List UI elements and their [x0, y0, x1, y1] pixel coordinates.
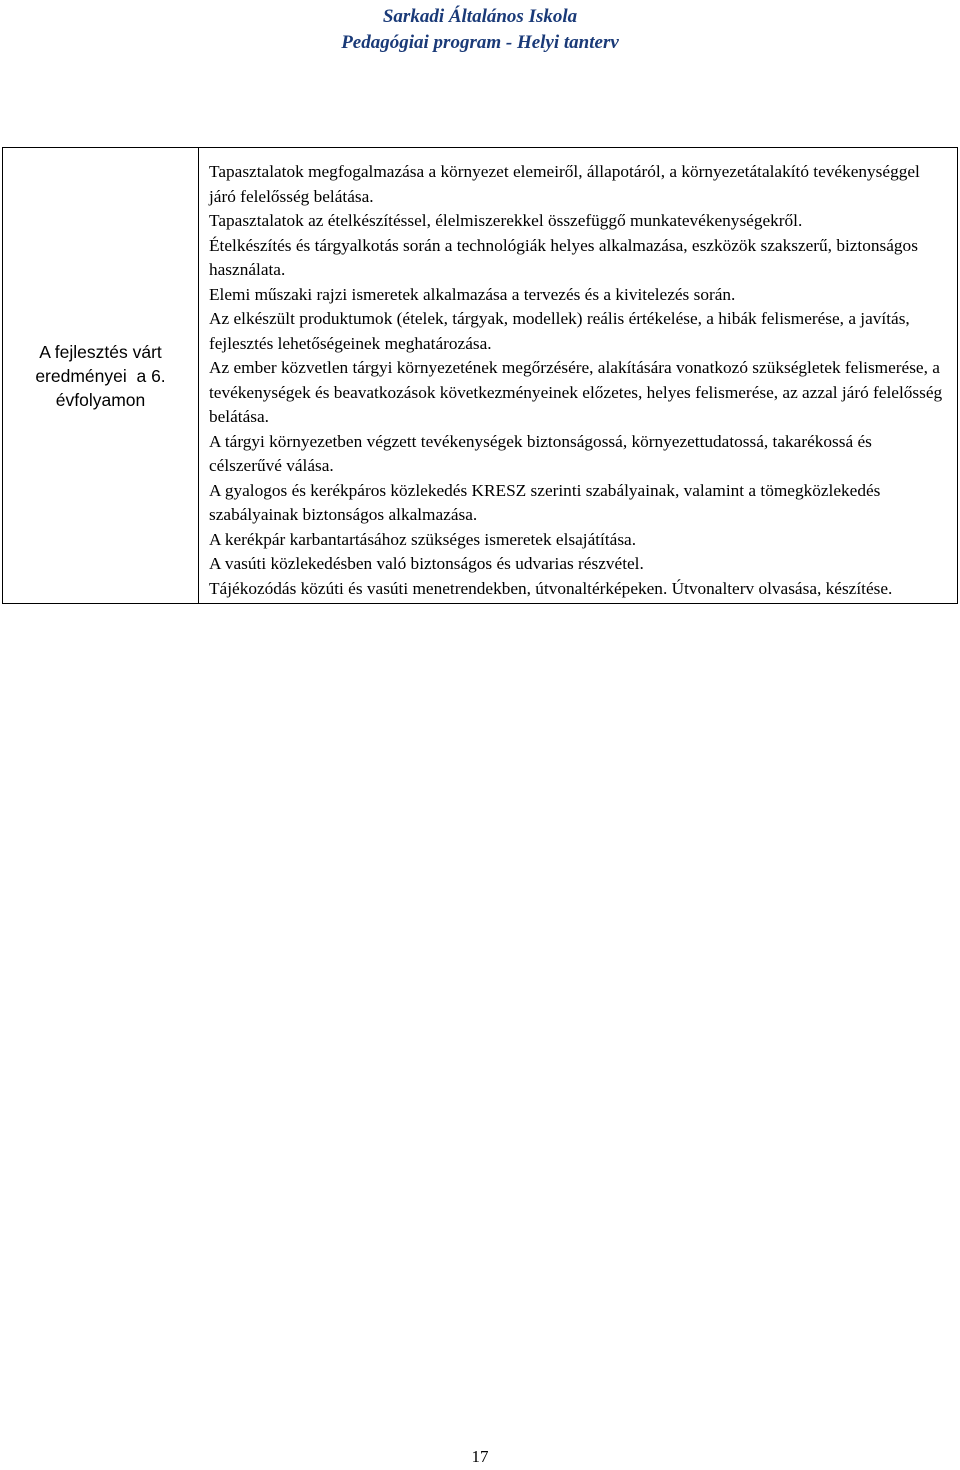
row-label-line: eredményei a 6. [35, 365, 166, 386]
outcome-paragraph: A gyalogos és kerékpáros közlekedés KRESZ szerinti szabályainak, valamint a tömegközlekedés szabályainak biztonságos alkalmazása. [209, 480, 881, 524]
outcomes-content-cell [199, 148, 958, 604]
outcome-paragraph: Ételkészítés és tárgyalkotás során a technológiák helyes alkalmazása, eszközök szakszerű, biztonságos használata. [209, 235, 918, 279]
outcome-paragraph: Tájékozódás közúti és vasúti menetrendekben, útvonaltérképeken. Útvonalterv olvasása, készítése. [209, 578, 893, 598]
outcome-paragraph: Az elkészült produktumok (ételek, tárgyak, modellek) reális értékelése, a hibák felismerése, a javítás, fejlesztés lehetőségeinek meghatározása. [209, 309, 910, 353]
development-goals-table [2, 147, 958, 604]
school-name: Sarkadi Általános Iskola [382, 6, 578, 27]
outcome-paragraph: Elemi műszaki rajzi ismeretek alkalmazása a tervezés és a kivitelezés során. [209, 284, 736, 304]
table-row [3, 148, 958, 604]
outcome-paragraph: Tapasztalatok az ételkészítéssel, élelmiszerekkel összefüggő munkatevékenységekről. [209, 211, 803, 230]
outcome-paragraph: A vasúti közlekedésben való biztonságos és udvarias részvétel. [209, 554, 644, 573]
outcome-paragraph: A kerékpár karbantartásához szükséges ismeretek elsajátítása. [209, 529, 637, 549]
row-label-line: évfolyamon [55, 389, 146, 410]
document-title: Pedagógiai program - Helyi tanterv [341, 32, 619, 53]
outcome-paragraph: Az ember közvetlen tárgyi környezetének megőrzésére, alakítására vonatkozó szükségletek felismerése, a tevékenységek és beavatkozások következményeinek előzetes, helyes felismerése, az azzal járó felelősség belátása. [209, 358, 943, 426]
row-label-line: A fejlesztés várt [39, 341, 162, 362]
outcome-paragraph: A tárgyi környezetben végzett tevékenységek biztonságossá, környezettudatossá, takarékossá és célszerűvé válása. [209, 431, 872, 475]
page-number: 17 [471, 1447, 489, 1466]
row-label-cell [3, 148, 199, 604]
outcome-paragraph: Tapasztalatok megfogalmazása a környezet elemeiről, állapotáról, a környezetátalakító tevékenységgel járó felelősség belátása. [209, 162, 920, 206]
page-header [0, 4, 960, 56]
